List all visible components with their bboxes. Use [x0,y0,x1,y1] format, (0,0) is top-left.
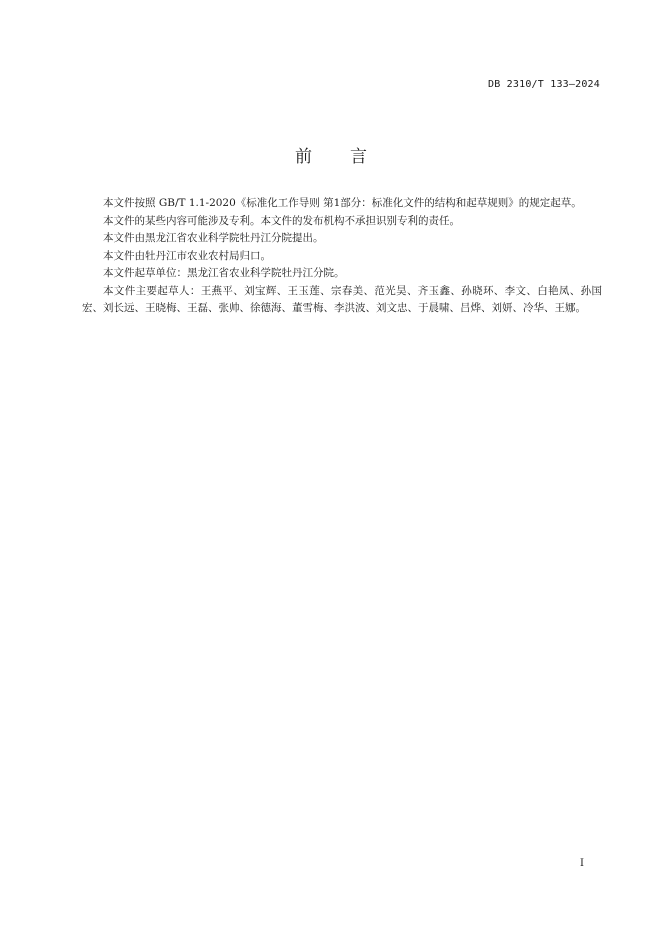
paragraph-drafters: 本文件主要起草人：王燕平、刘宝辉、王玉莲、宗春美、范光昊、齐玉鑫、孙晓环、李文、白艳凤、孙国宏、刘长远、王晓梅、王磊、张帅、徐德海、董雪梅、李洪波、刘文忠、于晨啸、吕烨、刘妍、冷华、王娜。 [82,284,602,314]
paragraph-centralized-unit: 本文件由牡丹江市农业农村局归口。 [103,249,271,262]
document-code: DB 2310/T 133—2024 [488,79,600,90]
title-part-1: 前 [295,147,312,167]
paragraph-drafting-rules: 本文件按照 GB/T 1.1-2020《标准化工作导则 第1部分：标准化文件的结构和起草规则》的规定起草。 [103,197,582,209]
title-part-2: 言 [350,147,367,167]
foreword-body [82,195,602,318]
page-title [0,142,662,167]
paragraph-patent-notice: 本文件的某些内容可能涉及专利。本文件的发布机构不承担识别专利的责任。 [103,214,460,227]
paragraph-drafting-unit: 本文件起草单位：黑龙江省农业科学院牡丹江分院。 [103,267,345,279]
page-number: I [580,858,584,869]
paragraph-proposer: 本文件由黑龙江省农业科学院牡丹江分院提出。 [103,232,324,244]
